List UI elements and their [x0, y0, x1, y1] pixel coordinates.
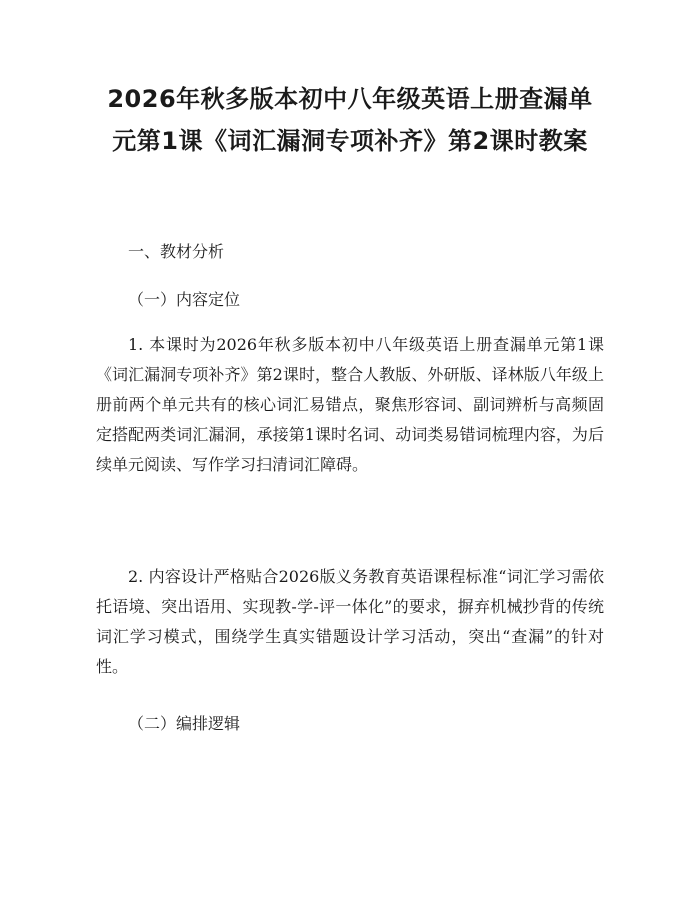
- section-heading-teaching-material-analysis: 一、教材分析: [128, 242, 225, 261]
- paragraph-content-positioning-2: 2. 内容设计严格贴合2026版义务教育英语课程标准“词汇学习需依托语境、突出语用、实现教-学-评一体化”的要求，摒弃机械抄背的传统词汇学习模式，围绕学生真实错题设计学习活动，突出“查漏”的针对性。: [96, 567, 604, 676]
- subsection-heading-content-positioning: （一）内容定位: [128, 290, 241, 309]
- document-title: 2026年秋多版本初中八年级英语上册查漏单元第1课《词汇漏洞专项补齐》第2课时教案: [107, 85, 593, 155]
- paragraph-content-positioning-1: 1. 本课时为2026年秋多版本初中八年级英语上册查漏单元第1课《词汇漏洞专项补齐》第2课时，整合人教版、外研版、译林版八年级上册前两个单元共有的核心词汇易错点，聚焦形容词、副词辨析与高频固定搭配两类词汇漏洞，承接第1课时名词、动词类易错词梳理内容，为后续单元阅读、写作学习扫清词汇障碍。: [96, 335, 604, 474]
- subsection-heading-arrangement-logic: （二）编排逻辑: [128, 714, 241, 733]
